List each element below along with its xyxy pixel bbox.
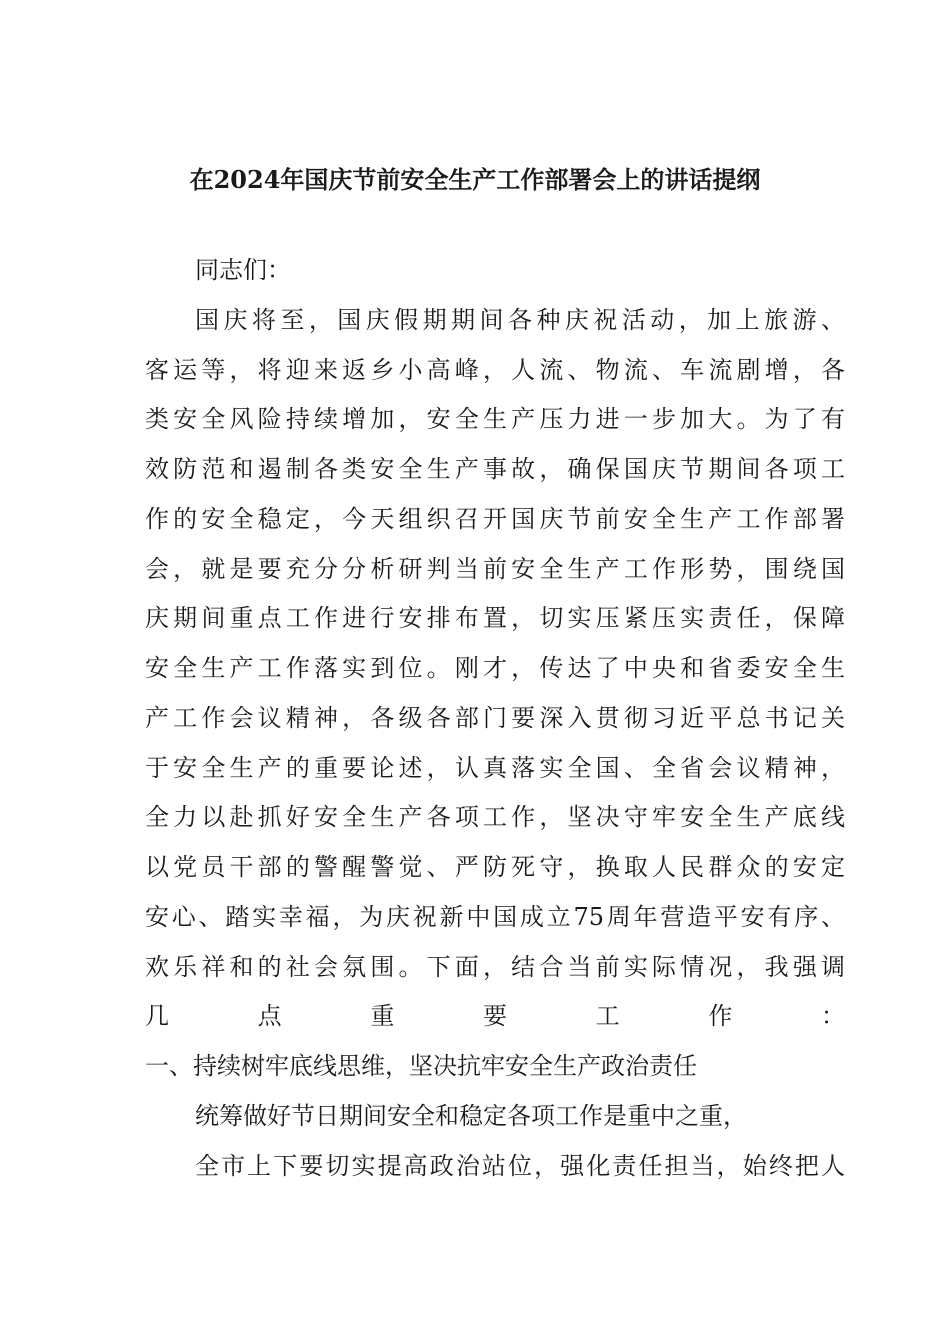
paragraph-line: 效防范和遏制各类安全生产事故，确保国庆节期间各项工: [145, 455, 845, 483]
paragraph-line: 一、持续树牢底线思维，坚决抗牢安全生产政治责任: [145, 1052, 697, 1080]
paragraph-line: 以党员干部的警醒警觉、严防死守，换取人民群众的安定: [145, 853, 845, 881]
paragraph-line: 欢乐祥和的社会氛围。下面，结合当前实际情况，我强调: [145, 952, 845, 981]
section-heading: 统筹做好节日期间安全和稳定各项工作是重中之重，: [195, 1101, 747, 1130]
paragraph-line: 作的安全稳定，今天组织召开国庆节前安全生产工作部署: [145, 504, 845, 533]
paragraph-line: 几点重要工作：: [145, 1002, 845, 1031]
paragraph-line: 会，就是要充分分析研判当前安全生产工作形势，围绕国: [145, 554, 845, 583]
paragraph-line: 类安全风险持续增加，安全生产压力进一步加大。为了有: [145, 405, 845, 434]
paragraph-line: 产工作会议精神，各级各部门要深入贯彻习近平总书记关: [145, 703, 845, 732]
paragraph-line: 安全生产工作落实到位。刚才，传达了中央和省委安全生: [145, 654, 845, 682]
salutation: 同志们：: [195, 256, 291, 284]
paragraph-line: 全市上下要切实提高政治站位，强化责任担当，始终把人: [195, 1151, 845, 1180]
document-body: [145, 252, 845, 1197]
paragraph-line: 全力以赴抓好安全生产各项工作，坚决守牢安全生产底线: [145, 803, 845, 832]
document-title: 在2024年国庆节前安全生产工作部署会上的讲话提纲: [189, 165, 761, 194]
paragraph-line: 于安全生产的重要论述，认真落实全国、全省会议精神，: [145, 753, 845, 782]
paragraph-line: 客运等，将迎来返乡小高峰，人流、物流、车流剧增，各: [145, 355, 845, 384]
paragraph-line: 国庆将至，国庆假期期间各种庆祝活动，加上旅游、: [195, 305, 845, 334]
paragraph-line: 安心、踏实幸福，为庆祝新中国成立75周年营造平安有序、: [145, 902, 845, 931]
paragraph-line: 庆期间重点工作进行安排布置，切实压紧压实责任，保障: [145, 604, 845, 633]
